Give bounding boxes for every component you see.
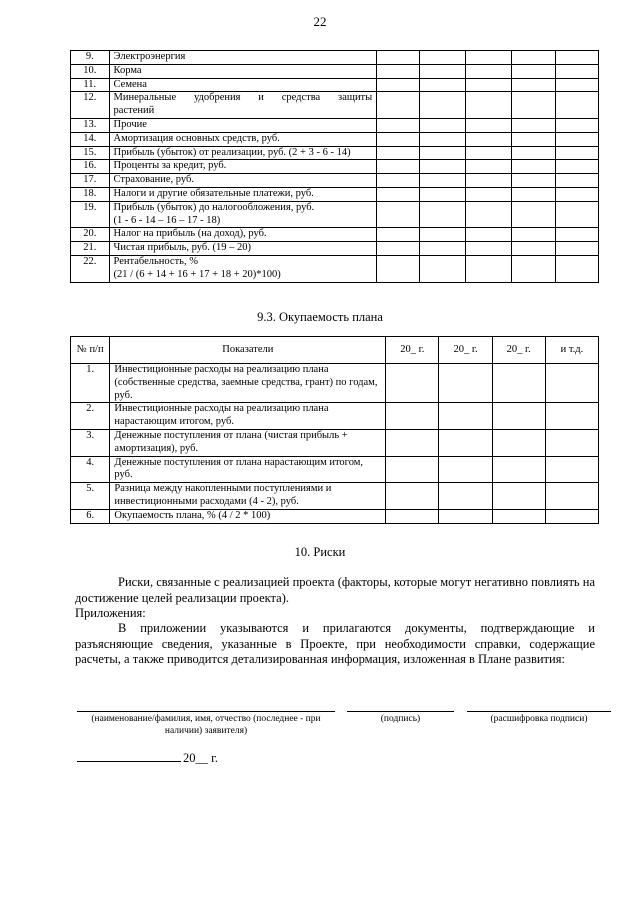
value-cell [512, 78, 555, 92]
value-cell [386, 403, 439, 430]
row-number: 19. [71, 201, 110, 228]
value-cell [420, 228, 466, 242]
value-cell [466, 242, 512, 256]
table-row [71, 187, 599, 201]
row-label: Проценты за кредит, руб. [109, 160, 377, 174]
value-cell [377, 174, 420, 188]
value-cell [377, 160, 420, 174]
value-cell [466, 174, 512, 188]
value-cell [386, 456, 439, 483]
row-label: Налоги и другие обязательные платежи, руб. [109, 187, 377, 201]
value-cell [492, 429, 545, 456]
value-cell [466, 118, 512, 132]
row-number: 6. [71, 509, 110, 523]
value-cell [512, 118, 555, 132]
value-cell [512, 242, 555, 256]
value-cell [545, 403, 598, 430]
value-cell [439, 429, 492, 456]
row-label: Инвестиционные расходы на реализацию плана (собственные средства, заемные средства, грант) по годам, руб. [110, 364, 386, 403]
row-label: Налог на прибыль (на доход), руб. [109, 228, 377, 242]
value-cell [555, 160, 598, 174]
col-header-indicators: Показатели [110, 337, 386, 364]
value-cell [377, 242, 420, 256]
value-cell [555, 132, 598, 146]
table-row [71, 64, 599, 78]
value-cell [466, 92, 512, 119]
row-number: 15. [71, 146, 110, 160]
row-label: Разница между накопленными поступлениями и инвестиционными расходами (4 - 2), руб. [110, 483, 386, 510]
value-cell [466, 51, 512, 65]
value-cell [386, 429, 439, 456]
row-number: 5. [71, 483, 110, 510]
row-number: 22. [71, 255, 110, 282]
value-cell [466, 160, 512, 174]
table-row [71, 92, 599, 119]
value-cell [545, 456, 598, 483]
value-cell [555, 228, 598, 242]
table-row [71, 160, 599, 174]
value-cell [512, 187, 555, 201]
value-cell [377, 118, 420, 132]
value-cell [420, 146, 466, 160]
value-cell [377, 78, 420, 92]
row-label: Окупаемость плана, % (4 / 2 * 100) [110, 509, 386, 523]
value-cell [377, 146, 420, 160]
value-cell [420, 132, 466, 146]
table-row [71, 509, 599, 523]
row-label: Прибыль (убыток) от реализации, руб. (2 + 3 - 6 - 14) [109, 146, 377, 160]
value-cell [466, 187, 512, 201]
value-cell [555, 78, 598, 92]
table-row [71, 201, 599, 228]
row-label: Электроэнергия [109, 51, 377, 65]
value-cell [512, 201, 555, 228]
value-cell [492, 403, 545, 430]
value-cell [439, 509, 492, 523]
row-number: 14. [71, 132, 110, 146]
row-number: 11. [71, 78, 110, 92]
value-cell [492, 483, 545, 510]
table-row [71, 228, 599, 242]
value-cell [466, 132, 512, 146]
value-cell [420, 242, 466, 256]
value-cell [420, 255, 466, 282]
value-cell [466, 201, 512, 228]
row-label: Корма [109, 64, 377, 78]
value-cell [466, 228, 512, 242]
col-header-number: № п/п [71, 337, 110, 364]
value-cell [555, 255, 598, 282]
value-cell [466, 78, 512, 92]
value-cell [512, 146, 555, 160]
row-label: Рентабельность, % (21 / (6 + 14 + 16 + 17 + 18 + 20)*100) [109, 255, 377, 282]
finance-table [70, 50, 599, 283]
section-9-3-title: 9.3. Окупаемость плана [257, 310, 383, 324]
table-row [71, 456, 599, 483]
value-cell [492, 456, 545, 483]
row-label: Инвестиционные расходы на реализацию плана нарастающим итогом, руб. [110, 403, 386, 430]
row-number: 12. [71, 92, 110, 119]
value-cell [420, 174, 466, 188]
value-cell [420, 64, 466, 78]
value-cell [555, 51, 598, 65]
row-label: Чистая прибыль, руб. (19 – 20) [109, 242, 377, 256]
value-cell [420, 51, 466, 65]
row-label: Семена [109, 78, 377, 92]
value-cell [386, 364, 439, 403]
value-cell [420, 201, 466, 228]
value-cell [420, 160, 466, 174]
value-cell [545, 429, 598, 456]
page-number: 22 [313, 14, 327, 29]
row-number: 21. [71, 242, 110, 256]
value-cell [545, 483, 598, 510]
col-header-year-1: 20_ г. [386, 337, 439, 364]
value-cell [555, 64, 598, 78]
value-cell [420, 118, 466, 132]
signature-caption: (подпись) [380, 714, 421, 724]
row-number: 13. [71, 118, 110, 132]
value-cell [439, 364, 492, 403]
value-cell [439, 456, 492, 483]
value-cell [377, 64, 420, 78]
row-number: 18. [71, 187, 110, 201]
value-cell [386, 509, 439, 523]
value-cell [512, 174, 555, 188]
name-caption: (наименование/фамилия, имя, отчество (последнее - при наличии) заявителя) [91, 714, 321, 736]
table-row [71, 255, 599, 282]
value-cell [377, 201, 420, 228]
section-10-title: 10. Риски [294, 545, 346, 559]
appendix-paragraph: В приложении указываются и прилагаются документы, подтверждающие и разъясняющие сведения, указанные в Проекте, при необходимости справки, содержащие расчеты, а также приводится детализированная информация, изложенная в Плане развития: [75, 621, 595, 666]
value-cell [555, 174, 598, 188]
value-cell [555, 187, 598, 201]
col-header-year-3: 20_ г. [492, 337, 545, 364]
value-cell [492, 509, 545, 523]
value-cell [466, 146, 512, 160]
value-cell [466, 255, 512, 282]
value-cell [377, 92, 420, 119]
value-cell [377, 228, 420, 242]
value-cell [439, 403, 492, 430]
value-cell [420, 187, 466, 201]
value-cell [512, 51, 555, 65]
value-cell [377, 132, 420, 146]
date-field [77, 750, 218, 766]
value-cell [512, 228, 555, 242]
decoding-signature-line [467, 711, 611, 712]
date-text: 20__ г. [183, 751, 218, 765]
signature-line [347, 711, 454, 712]
row-label: Денежные поступления от плана (чистая прибыль + амортизация), руб. [110, 429, 386, 456]
table-row [71, 51, 599, 65]
row-label: Прибыль (убыток) до налогообложения, руб. (1 - 6 - 14 – 16 – 17 - 18) [109, 201, 377, 228]
row-label: Страхование, руб. [109, 174, 377, 188]
value-cell [377, 51, 420, 65]
value-cell [555, 146, 598, 160]
value-cell [512, 132, 555, 146]
table-row [71, 174, 599, 188]
table-row [71, 132, 599, 146]
table-row [71, 146, 599, 160]
value-cell [545, 509, 598, 523]
table-row [71, 118, 599, 132]
row-number: 3. [71, 429, 110, 456]
value-cell [439, 483, 492, 510]
decoding-caption: (расшифровка подписи) [490, 714, 588, 724]
col-header-year-2: 20_ г. [439, 337, 492, 364]
row-number: 9. [71, 51, 110, 65]
risks-paragraph: Риски, связанные с реализацией проекта (факторы, которые могут негативно повлиять на достижение целей реализации проекта). [75, 575, 595, 605]
row-number: 2. [71, 403, 110, 430]
col-header-etc: и т.д. [545, 337, 598, 364]
date-blank-line [77, 750, 181, 762]
value-cell [512, 255, 555, 282]
payback-table [70, 336, 599, 524]
row-label: Амортизация основных средств, руб. [109, 132, 377, 146]
value-cell [466, 64, 512, 78]
row-label: Минеральные удобрения и средства защиты растений [109, 92, 377, 119]
value-cell [512, 64, 555, 78]
value-cell [512, 92, 555, 119]
value-cell [555, 118, 598, 132]
row-number: 16. [71, 160, 110, 174]
table-row [71, 429, 599, 456]
table-row [71, 242, 599, 256]
appendix-label: Приложения: [75, 606, 146, 620]
row-label: Прочие [109, 118, 377, 132]
row-number: 20. [71, 228, 110, 242]
value-cell [555, 242, 598, 256]
row-number: 4. [71, 456, 110, 483]
value-cell [555, 92, 598, 119]
row-number: 1. [71, 364, 110, 403]
row-number: 10. [71, 64, 110, 78]
value-cell [545, 364, 598, 403]
table-row [71, 78, 599, 92]
name-signature-line [77, 711, 335, 712]
table-row [71, 364, 599, 403]
value-cell [377, 187, 420, 201]
value-cell [377, 255, 420, 282]
row-label: Денежные поступления от плана нарастающим итогом, руб. [110, 456, 386, 483]
row-number: 17. [71, 174, 110, 188]
value-cell [492, 364, 545, 403]
table-row [71, 403, 599, 430]
value-cell [420, 78, 466, 92]
value-cell [386, 483, 439, 510]
value-cell [420, 92, 466, 119]
table-row [71, 483, 599, 510]
value-cell [512, 160, 555, 174]
value-cell [555, 201, 598, 228]
